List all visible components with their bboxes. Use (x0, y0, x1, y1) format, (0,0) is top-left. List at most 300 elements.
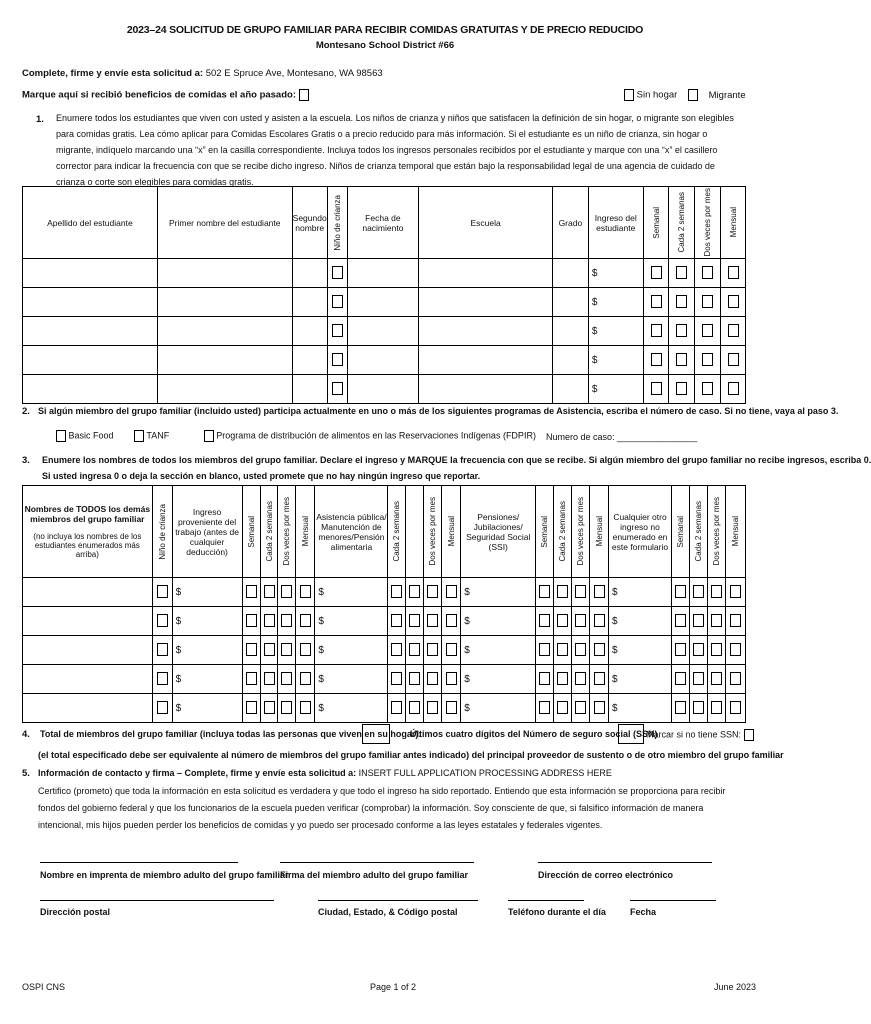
member-other-weekly-cell[interactable] (671, 694, 689, 723)
student-cell-second-name[interactable] (292, 346, 327, 375)
member-work-monthly-cell[interactable] (296, 578, 315, 607)
member-other-biweekly-checkbox[interactable] (693, 614, 704, 627)
student-cell-foster[interactable] (327, 259, 347, 288)
member-work-biweekly-checkbox[interactable] (264, 701, 275, 714)
member-assist-weekly-cell[interactable] (388, 636, 406, 665)
member-other-monthly-checkbox[interactable] (730, 585, 741, 598)
student-cell-birth[interactable] (347, 375, 419, 404)
city-line[interactable] (318, 900, 478, 901)
member-assist-biweekly-cell[interactable] (406, 694, 424, 723)
member-assist-amount[interactable] (315, 694, 388, 723)
student-cell-grade[interactable] (552, 375, 588, 404)
member-pens-weekly-cell[interactable] (536, 636, 554, 665)
student-weekly-checkbox[interactable] (651, 266, 662, 279)
member-work-twice-checkbox[interactable] (281, 614, 292, 627)
student-biweekly-checkbox[interactable] (676, 353, 687, 366)
member-pens-monthly-cell[interactable] (590, 607, 609, 636)
student-cell-first-name[interactable] (157, 259, 292, 288)
member-assist-amount[interactable] (315, 636, 388, 665)
member-work-monthly-cell[interactable] (296, 607, 315, 636)
student-weekly-checkbox[interactable] (651, 324, 662, 337)
member-assist-biweekly-cell[interactable] (406, 665, 424, 694)
member-work-biweekly-checkbox[interactable] (264, 614, 275, 627)
member-pens-monthly-checkbox[interactable] (594, 643, 605, 656)
member-work-monthly-checkbox[interactable] (300, 672, 311, 685)
student-cell-monthly[interactable] (721, 346, 746, 375)
student-biweekly-checkbox[interactable] (676, 382, 687, 395)
member-pens-twice-checkbox[interactable] (575, 643, 586, 656)
student-monthly-checkbox[interactable] (728, 353, 739, 366)
member-other-weekly-checkbox[interactable] (675, 614, 686, 627)
member-pens-twice-cell[interactable] (572, 665, 590, 694)
member-assist-amount[interactable] (315, 578, 388, 607)
student-cell-school[interactable] (419, 346, 553, 375)
member-work-monthly-checkbox[interactable] (300, 585, 311, 598)
member-work-biweekly-cell[interactable] (260, 636, 278, 665)
member-foster-cell[interactable] (152, 665, 172, 694)
student-cell-school[interactable] (419, 259, 553, 288)
member-foster-checkbox[interactable] (157, 643, 168, 656)
student-cell-school[interactable] (419, 288, 553, 317)
member-pens-biweekly-cell[interactable] (554, 665, 572, 694)
member-pens-biweekly-checkbox[interactable] (557, 614, 568, 627)
member-work-amount[interactable] (172, 636, 242, 665)
member-assist-twice-checkbox[interactable] (427, 672, 438, 685)
tanf-checkbox[interactable] (134, 430, 144, 442)
student-cell-birth[interactable] (347, 317, 419, 346)
member-pens-weekly-cell[interactable] (536, 694, 554, 723)
student-foster-checkbox[interactable] (332, 266, 343, 279)
student-twice-checkbox[interactable] (702, 353, 713, 366)
member-other-amount[interactable] (609, 578, 672, 607)
member-pens-amount[interactable] (461, 578, 536, 607)
member-pens-weekly-cell[interactable] (536, 665, 554, 694)
migrant-checkbox[interactable] (688, 89, 698, 101)
member-assist-monthly-checkbox[interactable] (446, 643, 457, 656)
student-cell-monthly[interactable] (721, 317, 746, 346)
member-pens-amount[interactable] (461, 694, 536, 723)
student-cell-biweekly[interactable] (669, 346, 695, 375)
student-twice-checkbox[interactable] (702, 382, 713, 395)
member-assist-biweekly-checkbox[interactable] (409, 701, 420, 714)
student-cell-grade[interactable] (552, 288, 588, 317)
member-name-cell[interactable] (23, 665, 153, 694)
ssn-input[interactable] (618, 724, 644, 744)
member-work-twice-cell[interactable] (278, 694, 296, 723)
member-pens-amount[interactable] (461, 665, 536, 694)
student-cell-foster[interactable] (327, 317, 347, 346)
student-cell-weekly[interactable] (643, 259, 669, 288)
member-pens-monthly-cell[interactable] (590, 694, 609, 723)
member-work-weekly-checkbox[interactable] (246, 672, 257, 685)
member-assist-biweekly-checkbox[interactable] (409, 643, 420, 656)
member-foster-checkbox[interactable] (157, 614, 168, 627)
member-assist-weekly-cell[interactable] (388, 694, 406, 723)
member-other-biweekly-cell[interactable] (689, 578, 707, 607)
member-other-weekly-checkbox[interactable] (675, 585, 686, 598)
date-line[interactable] (630, 900, 716, 901)
member-work-biweekly-checkbox[interactable] (264, 585, 275, 598)
student-cell-second-name[interactable] (292, 259, 327, 288)
member-assist-biweekly-cell[interactable] (406, 636, 424, 665)
member-other-twice-checkbox[interactable] (711, 701, 722, 714)
member-foster-cell[interactable] (152, 694, 172, 723)
member-pens-weekly-checkbox[interactable] (539, 701, 550, 714)
student-cell-birth[interactable] (347, 259, 419, 288)
member-other-twice-cell[interactable] (707, 578, 725, 607)
member-pens-monthly-cell[interactable] (590, 665, 609, 694)
printed-name-line[interactable] (40, 862, 238, 863)
member-other-twice-cell[interactable] (707, 607, 725, 636)
member-assist-monthly-checkbox[interactable] (446, 672, 457, 685)
student-cell-twice[interactable] (695, 288, 721, 317)
basic-food-checkbox[interactable] (56, 430, 66, 442)
student-cell-income[interactable] (588, 288, 643, 317)
member-pens-twice-checkbox[interactable] (575, 585, 586, 598)
student-cell-weekly[interactable] (643, 375, 669, 404)
member-assist-weekly-checkbox[interactable] (391, 585, 402, 598)
member-pens-biweekly-checkbox[interactable] (557, 672, 568, 685)
col-other-twice-label: Dos veces por mes (711, 497, 721, 566)
student-foster-checkbox[interactable] (332, 324, 343, 337)
member-assist-monthly-cell[interactable] (442, 636, 461, 665)
member-other-monthly-cell[interactable] (725, 578, 745, 607)
member-work-weekly-cell[interactable] (242, 607, 260, 636)
address-line[interactable] (40, 900, 274, 901)
member-other-monthly-checkbox[interactable] (730, 643, 741, 656)
student-twice-checkbox[interactable] (702, 266, 713, 279)
student-cell-last-name[interactable] (23, 288, 158, 317)
member-assist-weekly-cell[interactable] (388, 665, 406, 694)
student-cell-grade[interactable] (552, 346, 588, 375)
student-cell-weekly[interactable] (643, 317, 669, 346)
member-foster-checkbox[interactable] (157, 672, 168, 685)
member-work-amount[interactable] (172, 578, 242, 607)
member-pens-biweekly-checkbox[interactable] (557, 643, 568, 656)
member-assist-monthly-checkbox[interactable] (446, 614, 457, 627)
student-cell-birth[interactable] (347, 346, 419, 375)
member-pens-monthly-cell[interactable] (590, 636, 609, 665)
member-pens-weekly-checkbox[interactable] (539, 614, 550, 627)
member-other-monthly-cell[interactable] (725, 636, 745, 665)
member-assist-biweekly-checkbox[interactable] (409, 614, 420, 627)
member-other-biweekly-cell[interactable] (689, 636, 707, 665)
member-pens-twice-cell[interactable] (572, 607, 590, 636)
member-other-weekly-checkbox[interactable] (675, 643, 686, 656)
member-pens-weekly-checkbox[interactable] (539, 643, 550, 656)
member-assist-monthly-cell[interactable] (442, 607, 461, 636)
member-pens-twice-checkbox[interactable] (575, 672, 586, 685)
member-other-monthly-checkbox[interactable] (730, 672, 741, 685)
member-work-weekly-cell[interactable] (242, 578, 260, 607)
member-pens-weekly-checkbox[interactable] (539, 585, 550, 598)
member-other-twice-checkbox[interactable] (711, 672, 722, 685)
student-cell-monthly[interactable] (721, 259, 746, 288)
member-assist-biweekly-cell[interactable] (406, 578, 424, 607)
member-other-biweekly-cell[interactable] (689, 665, 707, 694)
student-foster-checkbox[interactable] (332, 353, 343, 366)
student-cell-biweekly[interactable] (669, 259, 695, 288)
member-other-amount[interactable] (609, 694, 672, 723)
student-cell-twice[interactable] (695, 375, 721, 404)
member-assist-biweekly-cell[interactable] (406, 607, 424, 636)
member-other-monthly-cell[interactable] (725, 665, 745, 694)
member-other-weekly-checkbox[interactable] (675, 701, 686, 714)
member-pens-biweekly-checkbox[interactable] (557, 701, 568, 714)
student-cell-income[interactable] (588, 375, 643, 404)
member-other-weekly-cell[interactable] (671, 665, 689, 694)
member-work-monthly-cell[interactable] (296, 665, 315, 694)
member-pens-amount[interactable] (461, 607, 536, 636)
member-assist-twice-cell[interactable] (424, 578, 442, 607)
member-assist-monthly-checkbox[interactable] (446, 585, 457, 598)
student-cell-weekly[interactable] (643, 346, 669, 375)
member-work-biweekly-cell[interactable] (260, 665, 278, 694)
member-work-monthly-checkbox[interactable] (300, 614, 311, 627)
member-foster-cell[interactable] (152, 578, 172, 607)
student-cell-school[interactable] (419, 375, 553, 404)
dollar-sign: $ (464, 702, 470, 714)
member-pens-weekly-cell[interactable] (536, 578, 554, 607)
member-name-cell[interactable] (23, 607, 153, 636)
member-other-amount[interactable] (609, 607, 672, 636)
student-cell-income[interactable] (588, 259, 643, 288)
total-members-input[interactable] (362, 724, 390, 744)
member-pens-monthly-checkbox[interactable] (594, 672, 605, 685)
member-work-twice-checkbox[interactable] (281, 585, 292, 598)
student-monthly-checkbox[interactable] (728, 295, 739, 308)
member-other-twice-cell[interactable] (707, 665, 725, 694)
member-foster-checkbox[interactable] (157, 585, 168, 598)
member-other-biweekly-checkbox[interactable] (693, 643, 704, 656)
student-cell-grade[interactable] (552, 259, 588, 288)
member-work-biweekly-cell[interactable] (260, 694, 278, 723)
member-pens-biweekly-cell[interactable] (554, 694, 572, 723)
member-other-amount[interactable] (609, 665, 672, 694)
phone-line[interactable] (508, 900, 584, 901)
member-other-biweekly-cell[interactable] (689, 694, 707, 723)
student-cell-monthly[interactable] (721, 375, 746, 404)
member-other-monthly-checkbox[interactable] (730, 614, 741, 627)
member-pens-amount[interactable] (461, 636, 536, 665)
member-pens-monthly-checkbox[interactable] (594, 585, 605, 598)
member-other-biweekly-cell[interactable] (689, 607, 707, 636)
student-foster-checkbox[interactable] (332, 382, 343, 395)
member-other-monthly-cell[interactable] (725, 694, 745, 723)
student-cell-last-name[interactable] (23, 259, 158, 288)
member-pens-twice-checkbox[interactable] (575, 614, 586, 627)
student-cell-biweekly[interactable] (669, 375, 695, 404)
member-assist-weekly-cell[interactable] (388, 578, 406, 607)
member-work-weekly-cell[interactable] (242, 665, 260, 694)
member-assist-biweekly-checkbox[interactable] (409, 585, 420, 598)
benefits-checkbox[interactable] (299, 89, 309, 101)
member-work-weekly-checkbox[interactable] (246, 614, 257, 627)
member-other-weekly-checkbox[interactable] (675, 672, 686, 685)
signature-line[interactable] (280, 862, 474, 863)
student-cell-second-name[interactable] (292, 288, 327, 317)
student-cell-first-name[interactable] (157, 346, 292, 375)
member-work-monthly-cell[interactable] (296, 636, 315, 665)
member-other-monthly-checkbox[interactable] (730, 701, 741, 714)
member-work-weekly-checkbox[interactable] (246, 701, 257, 714)
member-other-weekly-cell[interactable] (671, 578, 689, 607)
member-work-monthly-checkbox[interactable] (300, 643, 311, 656)
member-assist-biweekly-checkbox[interactable] (409, 672, 420, 685)
member-assist-monthly-cell[interactable] (442, 665, 461, 694)
member-other-twice-checkbox[interactable] (711, 585, 722, 598)
student-cell-second-name[interactable] (292, 375, 327, 404)
member-assist-weekly-checkbox[interactable] (391, 701, 402, 714)
member-name-cell[interactable] (23, 636, 153, 665)
member-assist-monthly-cell[interactable] (442, 694, 461, 723)
email-line[interactable] (538, 862, 712, 863)
member-assist-twice-checkbox[interactable] (427, 585, 438, 598)
member-pens-weekly-cell[interactable] (536, 607, 554, 636)
member-assist-twice-checkbox[interactable] (427, 614, 438, 627)
member-work-amount[interactable] (172, 694, 242, 723)
student-cell-weekly[interactable] (643, 288, 669, 317)
member-assist-weekly-checkbox[interactable] (391, 614, 402, 627)
member-pens-weekly-checkbox[interactable] (539, 672, 550, 685)
student-cell-last-name[interactable] (23, 375, 158, 404)
member-other-twice-checkbox[interactable] (711, 614, 722, 627)
member-pens-twice-checkbox[interactable] (575, 701, 586, 714)
member-other-biweekly-checkbox[interactable] (693, 672, 704, 685)
member-name-cell[interactable] (23, 578, 153, 607)
student-cell-foster[interactable] (327, 346, 347, 375)
member-work-twice-cell[interactable] (278, 665, 296, 694)
student-cell-income[interactable] (588, 317, 643, 346)
student-cell-foster[interactable] (327, 375, 347, 404)
member-assist-amount[interactable] (315, 665, 388, 694)
member-other-twice-checkbox[interactable] (711, 643, 722, 656)
member-pens-biweekly-checkbox[interactable] (557, 585, 568, 598)
member-pens-monthly-checkbox[interactable] (594, 701, 605, 714)
student-weekly-checkbox[interactable] (651, 353, 662, 366)
member-work-biweekly-cell[interactable] (260, 578, 278, 607)
household-rows (23, 578, 746, 723)
student-cell-monthly[interactable] (721, 288, 746, 317)
member-other-weekly-cell[interactable] (671, 607, 689, 636)
student-cell-income[interactable] (588, 346, 643, 375)
student-cell-twice[interactable] (695, 259, 721, 288)
homeless-checkbox[interactable] (624, 89, 634, 101)
member-assist-twice-checkbox[interactable] (427, 701, 438, 714)
member-assist-twice-checkbox[interactable] (427, 643, 438, 656)
student-cell-twice[interactable] (695, 317, 721, 346)
member-work-weekly-checkbox[interactable] (246, 585, 257, 598)
member-pens-twice-cell[interactable] (572, 578, 590, 607)
member-other-amount[interactable] (609, 636, 672, 665)
member-pens-biweekly-cell[interactable] (554, 578, 572, 607)
member-other-twice-cell[interactable] (707, 694, 725, 723)
student-cell-twice[interactable] (695, 346, 721, 375)
member-work-amount[interactable] (172, 607, 242, 636)
member-work-weekly-checkbox[interactable] (246, 643, 257, 656)
member-other-twice-cell[interactable] (707, 636, 725, 665)
member-other-biweekly-checkbox[interactable] (693, 585, 704, 598)
member-foster-cell[interactable] (152, 607, 172, 636)
student-biweekly-checkbox[interactable] (676, 324, 687, 337)
member-work-monthly-cell[interactable] (296, 694, 315, 723)
student-foster-checkbox[interactable] (332, 295, 343, 308)
student-cell-last-name[interactable] (23, 346, 158, 375)
member-work-twice-cell[interactable] (278, 607, 296, 636)
member-assist-monthly-checkbox[interactable] (446, 701, 457, 714)
student-cell-first-name[interactable] (157, 375, 292, 404)
member-assist-weekly-checkbox[interactable] (391, 643, 402, 656)
member-foster-cell[interactable] (152, 636, 172, 665)
member-work-twice-checkbox[interactable] (281, 701, 292, 714)
student-cell-first-name[interactable] (157, 317, 292, 346)
member-name-cell[interactable] (23, 694, 153, 723)
no-ssn-checkbox[interactable] (744, 729, 754, 741)
member-assist-twice-cell[interactable] (424, 636, 442, 665)
student-cell-last-name[interactable] (23, 317, 158, 346)
member-assist-twice-cell[interactable] (424, 665, 442, 694)
member-work-amount[interactable] (172, 665, 242, 694)
member-work-twice-checkbox[interactable] (281, 672, 292, 685)
member-other-monthly-cell[interactable] (725, 607, 745, 636)
member-assist-monthly-cell[interactable] (442, 578, 461, 607)
student-twice-checkbox[interactable] (702, 324, 713, 337)
student-cell-birth[interactable] (347, 288, 419, 317)
member-pens-biweekly-cell[interactable] (554, 636, 572, 665)
member-pens-monthly-checkbox[interactable] (594, 614, 605, 627)
member-pens-twice-cell[interactable] (572, 636, 590, 665)
member-assist-twice-cell[interactable] (424, 607, 442, 636)
member-work-twice-checkbox[interactable] (281, 643, 292, 656)
member-other-weekly-cell[interactable] (671, 636, 689, 665)
student-weekly-checkbox[interactable] (651, 295, 662, 308)
student-monthly-checkbox[interactable] (728, 382, 739, 395)
student-cell-biweekly[interactable] (669, 317, 695, 346)
student-monthly-checkbox[interactable] (728, 324, 739, 337)
member-work-biweekly-checkbox[interactable] (264, 672, 275, 685)
student-cell-first-name[interactable] (157, 288, 292, 317)
student-twice-checkbox[interactable] (702, 295, 713, 308)
student-biweekly-checkbox[interactable] (676, 295, 687, 308)
member-assist-weekly-cell[interactable] (388, 607, 406, 636)
member-pens-biweekly-cell[interactable] (554, 607, 572, 636)
member-other-biweekly-checkbox[interactable] (693, 701, 704, 714)
student-monthly-checkbox[interactable] (728, 266, 739, 279)
student-cell-foster[interactable] (327, 288, 347, 317)
member-work-twice-cell[interactable] (278, 636, 296, 665)
fdpir-checkbox[interactable] (204, 430, 214, 442)
member-work-biweekly-checkbox[interactable] (264, 643, 275, 656)
member-work-twice-cell[interactable] (278, 578, 296, 607)
member-foster-checkbox[interactable] (157, 701, 168, 714)
member-work-biweekly-cell[interactable] (260, 607, 278, 636)
student-biweekly-checkbox[interactable] (676, 266, 687, 279)
student-cell-biweekly[interactable] (669, 288, 695, 317)
member-assist-amount[interactable] (315, 607, 388, 636)
member-work-weekly-cell[interactable] (242, 636, 260, 665)
student-cell-second-name[interactable] (292, 317, 327, 346)
member-work-monthly-checkbox[interactable] (300, 701, 311, 714)
member-pens-monthly-cell[interactable] (590, 578, 609, 607)
member-assist-twice-cell[interactable] (424, 694, 442, 723)
case-number-field[interactable]: Numero de caso: ________________ (546, 432, 698, 442)
member-pens-twice-cell[interactable] (572, 694, 590, 723)
student-cell-school[interactable] (419, 317, 553, 346)
member-assist-weekly-checkbox[interactable] (391, 672, 402, 685)
student-weekly-checkbox[interactable] (651, 382, 662, 395)
member-work-weekly-cell[interactable] (242, 694, 260, 723)
student-cell-grade[interactable] (552, 317, 588, 346)
